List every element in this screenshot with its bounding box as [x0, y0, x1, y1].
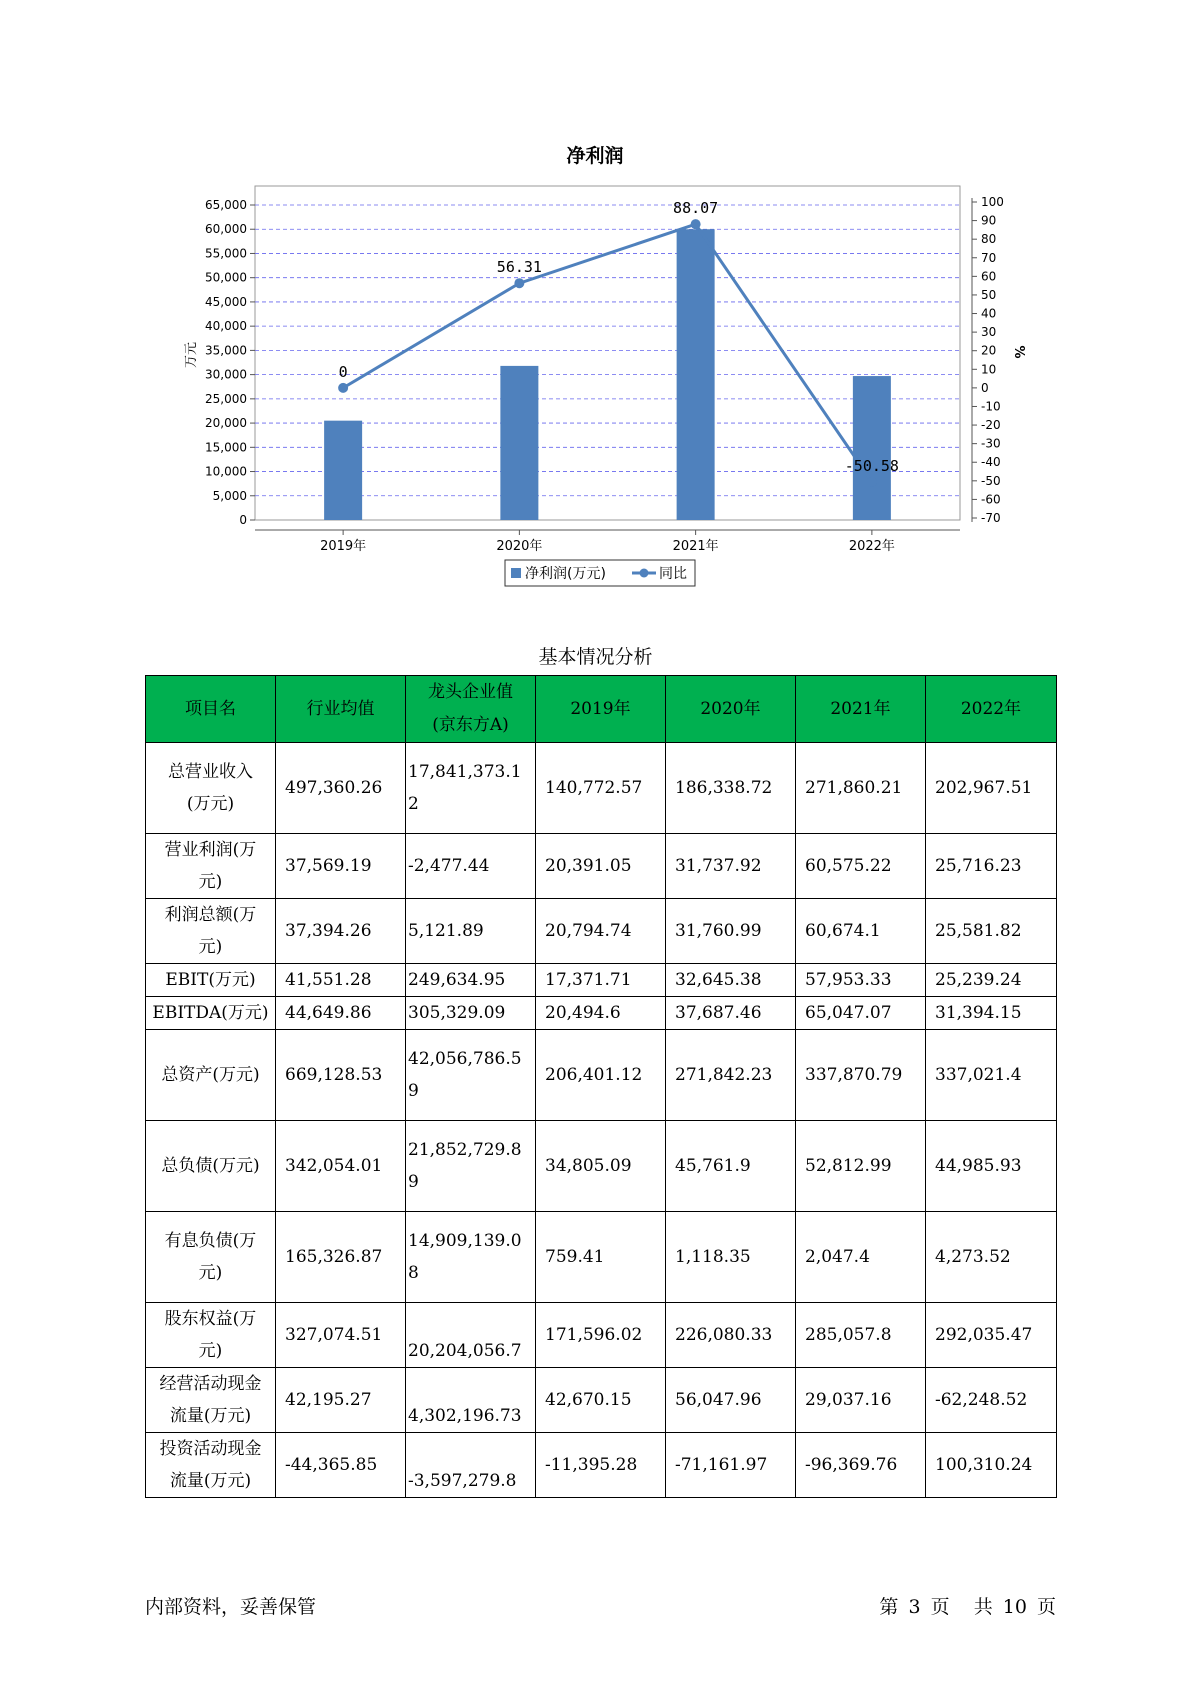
yoy-point — [867, 477, 877, 487]
confidential-note: 内部资料，妥善保管 — [145, 1596, 317, 1618]
y-tick-label: 65,000 — [205, 198, 247, 212]
value-cell: 34,805.09 — [536, 1121, 666, 1212]
table-row — [146, 1030, 1057, 1121]
value-cell: 31,760.99 — [666, 899, 796, 964]
value-cell: 337,870.79 — [796, 1030, 926, 1121]
y2-tick-label: -40 — [981, 455, 1001, 470]
y2-axis-label: % — [1011, 345, 1026, 359]
table-row — [146, 1368, 1057, 1433]
value-cell: 165,326.87 — [276, 1212, 406, 1303]
header-cell: 2021年 — [796, 676, 926, 743]
row-name-cell: 经营活动现金 流量(万元) — [146, 1368, 276, 1433]
y2-tick-label: 0 — [981, 380, 989, 395]
value-cell: 285,057.8 — [796, 1303, 926, 1368]
y-tick-label: 50,000 — [205, 270, 247, 285]
value-cell: 31,737.92 — [666, 834, 796, 899]
row-name-cell: EBITDA(万元) — [146, 997, 276, 1030]
value-cell: 20,391.05 — [536, 834, 666, 899]
y-tick-label: 40,000 — [205, 319, 247, 334]
y2-tick-label: 90 — [981, 213, 997, 228]
y2-tick-label: 80 — [981, 232, 997, 247]
value-cell: 305,329.09 — [406, 997, 536, 1030]
y-tick-label: 10,000 — [205, 464, 247, 479]
value-cell: 226,080.33 — [666, 1303, 796, 1368]
header-cell: 行业均值 — [276, 676, 406, 743]
header-cell: 项目名 — [146, 676, 276, 743]
value-cell: 44,985.93 — [926, 1121, 1057, 1212]
header-cell: 2020年 — [666, 676, 796, 743]
y2-tick-label: 30 — [981, 325, 997, 340]
yoy-data-label: 88.07 — [673, 199, 719, 218]
value-cell: 206,401.12 — [536, 1030, 666, 1121]
value-cell: 42,056,786.5 9 — [406, 1030, 536, 1121]
value-cell: 42,195.27 — [276, 1368, 406, 1433]
value-cell: 25,239.24 — [926, 964, 1057, 997]
legend-line-marker — [640, 569, 649, 578]
value-cell: 25,716.23 — [926, 834, 1057, 899]
value-cell: 32,645.38 — [666, 964, 796, 997]
value-cell: 337,021.4 — [926, 1030, 1057, 1121]
value-cell: 41,551.28 — [276, 964, 406, 997]
chart-title: 净利润 — [566, 145, 624, 167]
row-name-cell: EBIT(万元) — [146, 964, 276, 997]
legend-bar-swatch — [511, 568, 521, 578]
y2-tick-label: 100 — [981, 195, 1004, 209]
value-cell: -44,365.85 — [276, 1433, 406, 1498]
table-row — [146, 1121, 1057, 1212]
table-caption: 基本情况分析 — [538, 646, 653, 668]
y2-tick-label: 40 — [981, 306, 997, 321]
value-cell: -62,248.52 — [926, 1368, 1057, 1433]
y-tick-label: 55,000 — [205, 246, 247, 261]
bar-2022年 — [853, 376, 891, 520]
value-cell: 497,360.26 — [276, 743, 406, 834]
bar-2021年 — [677, 229, 715, 520]
yoy-point — [691, 219, 701, 229]
row-name-cell: 总负债(万元) — [146, 1121, 276, 1212]
table-row — [146, 743, 1057, 834]
value-cell: 60,674.1 — [796, 899, 926, 964]
row-name-cell: 股东权益(万 元) — [146, 1303, 276, 1368]
value-cell: 17,371.71 — [536, 964, 666, 997]
value-cell: 42,670.15 — [536, 1368, 666, 1433]
value-cell: 52,812.99 — [796, 1121, 926, 1212]
yoy-data-label: 0 — [338, 362, 348, 381]
value-cell: 37,394.26 — [276, 899, 406, 964]
value-cell: 186,338.72 — [666, 743, 796, 834]
legend-bar-label: 净利润(万元) — [525, 566, 606, 582]
value-cell: 44,649.86 — [276, 997, 406, 1030]
chart-legend — [505, 560, 695, 586]
value-cell: 2,047.4 — [796, 1212, 926, 1303]
value-cell: 57,953.33 — [796, 964, 926, 997]
header-cell: 龙头企业值 (京东方A) — [406, 676, 536, 743]
value-cell: 25,581.82 — [926, 899, 1057, 964]
yoy-point — [338, 383, 348, 393]
row-name-cell: 投资活动现金 流量(万元) — [146, 1433, 276, 1498]
value-cell: 20,794.74 — [536, 899, 666, 964]
x-tick-label: 2020年 — [496, 539, 543, 554]
value-cell: 45,761.9 — [666, 1121, 796, 1212]
yoy-data-label: -50.58 — [844, 456, 899, 475]
y-tick-label: 20,000 — [205, 416, 247, 431]
bar-2020年 — [500, 366, 538, 520]
value-cell: 271,860.21 — [796, 743, 926, 834]
value-cell: 1,118.35 — [666, 1212, 796, 1303]
row-name-cell: 有息负债(万 元) — [146, 1212, 276, 1303]
y2-tick-label: -20 — [981, 418, 1001, 433]
value-cell: 56,047.96 — [666, 1368, 796, 1433]
value-cell: 100,310.24 — [926, 1433, 1057, 1498]
value-cell: 14,909,139.0 8 — [406, 1212, 536, 1303]
value-cell: 37,687.46 — [666, 997, 796, 1030]
value-cell: 669,128.53 — [276, 1030, 406, 1121]
y2-tick-label: 20 — [981, 343, 997, 358]
value-cell: 20,494.6 — [536, 997, 666, 1030]
y-axis-label: 万元 — [184, 341, 199, 369]
table-row — [146, 964, 1057, 997]
y-tick-label: 35,000 — [205, 343, 247, 358]
y2-tick-label: 70 — [981, 250, 997, 265]
y-tick-label: 15,000 — [205, 440, 247, 455]
value-cell: -2,477.44 — [406, 834, 536, 899]
table-row — [146, 997, 1057, 1030]
header-cell: 2022年 — [926, 676, 1057, 743]
value-cell: 759.41 — [536, 1212, 666, 1303]
table-row — [146, 1433, 1057, 1498]
total-label: 共 — [973, 1596, 993, 1618]
table-row — [146, 899, 1057, 964]
value-cell: 20,204,056.7 — [406, 1303, 536, 1368]
value-cell: 29,037.16 — [796, 1368, 926, 1433]
table-row — [146, 834, 1057, 899]
value-cell: -71,161.97 — [666, 1433, 796, 1498]
y2-tick-label: -30 — [981, 436, 1001, 451]
basic-analysis-table — [145, 675, 1057, 1498]
y-tick-label: 60,000 — [205, 222, 247, 237]
x-tick-label: 2021年 — [672, 539, 719, 554]
y2-tick-label: -10 — [981, 399, 1001, 414]
value-cell: 31,394.15 — [926, 997, 1057, 1030]
page-current: 3 — [908, 1596, 921, 1618]
value-cell: 292,035.47 — [926, 1303, 1057, 1368]
x-tick-label: 2022年 — [848, 539, 895, 554]
yoy-data-label: 56.31 — [496, 258, 542, 277]
table-row — [146, 1212, 1057, 1303]
row-name-cell: 营业利润(万 元) — [146, 834, 276, 899]
value-cell: 4,273.52 — [926, 1212, 1057, 1303]
table-header-row — [146, 676, 1057, 743]
y2-tick-label: 10 — [981, 362, 997, 377]
y-tick-label: 45,000 — [205, 294, 247, 309]
row-name-cell: 总营业收入 (万元) — [146, 743, 276, 834]
value-cell: 140,772.57 — [536, 743, 666, 834]
y-tick-label: 0 — [239, 513, 247, 527]
value-cell: 202,967.51 — [926, 743, 1057, 834]
page-label: 第 — [879, 1596, 899, 1618]
value-cell: 60,575.22 — [796, 834, 926, 899]
value-cell: 327,074.51 — [276, 1303, 406, 1368]
y-tick-label: 30,000 — [205, 367, 247, 382]
y2-tick-label: -70 — [981, 511, 1001, 525]
y-tick-label: 5,000 — [212, 488, 247, 503]
y2-tick-label: -50 — [981, 473, 1001, 488]
value-cell: 21,852,729.8 9 — [406, 1121, 536, 1212]
value-cell: -3,597,279.8 — [406, 1433, 536, 1498]
row-name-cell: 利润总额(万 元) — [146, 899, 276, 964]
y2-tick-label: -60 — [981, 492, 1001, 507]
header-cell: 2019年 — [536, 676, 666, 743]
value-cell: 5,121.89 — [406, 899, 536, 964]
yoy-point — [514, 278, 524, 288]
page-total: 10 — [1002, 1596, 1027, 1618]
x-tick-label: 2019年 — [320, 539, 367, 554]
value-cell: 65,047.07 — [796, 997, 926, 1030]
page-number — [875, 1592, 1056, 1619]
legend-line-label: 同比 — [659, 566, 687, 582]
value-cell: -11,395.28 — [536, 1433, 666, 1498]
value-cell: -96,369.76 — [796, 1433, 926, 1498]
page-unit: 页 — [930, 1596, 950, 1618]
value-cell: 17,841,373.1 2 — [406, 743, 536, 834]
value-cell: 249,634.95 — [406, 964, 536, 997]
table-row — [146, 1303, 1057, 1368]
value-cell: 37,569.19 — [276, 834, 406, 899]
value-cell: 171,596.02 — [536, 1303, 666, 1368]
row-name-cell: 总资产(万元) — [146, 1030, 276, 1121]
value-cell: 271,842.23 — [666, 1030, 796, 1121]
y2-tick-label: 50 — [981, 287, 997, 302]
net-profit-chart — [0, 0, 1191, 600]
value-cell: 342,054.01 — [276, 1121, 406, 1212]
y-tick-label: 25,000 — [205, 391, 247, 406]
bar-2019年 — [324, 421, 362, 520]
value-cell: 4,302,196.73 — [406, 1368, 536, 1433]
total-unit: 页 — [1036, 1596, 1056, 1618]
y2-tick-label: 60 — [981, 269, 997, 284]
